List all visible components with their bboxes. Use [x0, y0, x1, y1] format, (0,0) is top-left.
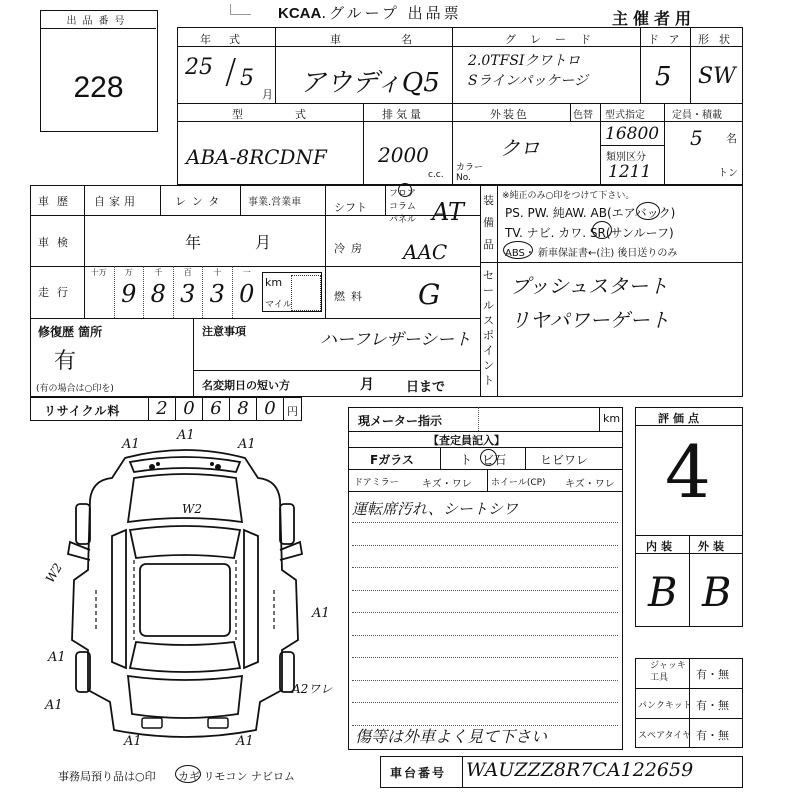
mileage-digit: 3 [209, 280, 225, 308]
door-mirror-label: ドアミラー [354, 478, 399, 488]
key-circle [175, 765, 201, 783]
notes-value: ハーフレザーシート [320, 330, 472, 350]
car-damage-diagram [30, 430, 340, 760]
km-label: km [265, 276, 283, 289]
ab-circle [636, 202, 660, 220]
fglass-label: Fガラス [370, 453, 414, 467]
mileage-digit-label: 千 [154, 268, 163, 277]
mileage-digit-label: 十 [213, 268, 222, 277]
comment-rule [352, 522, 618, 523]
grade-value-line2: Sラインパッケージ [468, 73, 588, 89]
mileage-digit-cell [232, 266, 262, 318]
ton-unit: トン [718, 168, 738, 179]
recycle-digit: 0 [175, 398, 202, 420]
comment-rule [352, 680, 618, 681]
car-name-value: アウディQ5 [300, 68, 440, 98]
score-value: 4 [665, 430, 711, 514]
equipment-line3: ABS・ 新車保証書←(注) 後日送りのみ [505, 248, 678, 259]
mileage-digit: 9 [121, 280, 137, 308]
jack-tools-options: 有・無 [696, 668, 729, 681]
capacity-unit: 名 [726, 132, 737, 145]
lot-number-label: 出品番号 [41, 11, 156, 29]
equipment-line1: PS. PW. 純AW. AB(エアバック) [505, 206, 676, 220]
category-label: 類別区分 [606, 152, 646, 163]
model-label: 型式 [232, 108, 358, 121]
comment-rule [352, 545, 618, 546]
name-change-day: 日まで [406, 380, 446, 395]
jack-tools-label: ジャッキ工具 [650, 661, 686, 683]
glass-item-crack: ヒビワレ [540, 453, 589, 467]
mark-left-mid: A1 [48, 650, 66, 665]
mark-roof: W2 [182, 502, 202, 516]
chassis-number: WAUZZZ8R7CA122659 [466, 759, 694, 781]
header-corner-marks [230, 4, 251, 15]
inspector-comment2: 傷等は外車よく見て下さい [355, 727, 548, 746]
private-use-option: 自家用 [94, 195, 139, 208]
lot-number: 228 [73, 71, 124, 104]
year-slash: / [225, 52, 237, 92]
mileage-digit-label: 一 [242, 268, 251, 277]
equipment-note: ※純正のみ○印をつけて下さい。 [502, 191, 635, 201]
name-change-month: 月 [360, 377, 374, 393]
door-mirror-marks: キズ・ワレ [422, 479, 472, 490]
model-value: ABA-8RCDNF [186, 145, 327, 169]
ac-value: AAC [403, 240, 448, 264]
key-note: カギ リモコン ナビロム [178, 770, 295, 783]
door-value: 5 [655, 62, 672, 92]
meter-label: 現メーター指示 [358, 414, 443, 428]
meter-km-unit: km [603, 412, 621, 425]
type-spec-label: 型式指定 [605, 110, 645, 121]
mark-right-mid: A1 [312, 606, 330, 621]
mileage-digit-label: 百 [183, 268, 192, 277]
capacity-label: 定員・積載 [672, 110, 722, 121]
shift-option-floor: フロア [389, 189, 417, 199]
category-value: 1211 [608, 162, 652, 182]
comment-rule [352, 590, 618, 591]
glass-item-scratch: ト [460, 453, 473, 467]
shift-label: シフト [334, 201, 367, 214]
comment-rule [352, 657, 618, 658]
inspector-comment1: 運転席汚れ、シートシワ [352, 500, 518, 518]
door-label: ドア [648, 33, 690, 46]
ac-label: 冷房 [334, 242, 368, 255]
interior-label: 内装 [646, 540, 676, 553]
sales-point-line1: プッシュスタート [510, 274, 669, 298]
mileage-digit-cell [84, 266, 114, 318]
recycle-digit: 2 [148, 398, 175, 420]
name-change-label: 名変期日の短い方 [202, 379, 290, 392]
mark-left-low: A1 [45, 698, 63, 713]
glass-item-chip: ビ石 [482, 453, 507, 467]
exterior-color-value: クロ [500, 136, 540, 160]
car-name-label: 車名 [330, 33, 472, 46]
mark-left-side: W2 [42, 560, 66, 586]
comment-rule [352, 567, 618, 568]
kcaa-logo: KCAA [278, 5, 322, 22]
repair-history-value: 有 [54, 349, 77, 374]
abs-circle [503, 241, 533, 259]
puncture-kit-label: パンクキット [638, 701, 692, 711]
mileage-digit: 3 [180, 280, 196, 308]
mark-rear-right: A1 [236, 734, 254, 749]
comment-rule [352, 702, 618, 703]
camera-circle [592, 221, 612, 239]
type-spec-value: 16800 [605, 124, 660, 144]
header-title: .グループ 出品票 [321, 4, 462, 22]
wheel-label: ホイール(CP) [491, 478, 546, 488]
mileage-digit-label: 十万 [90, 268, 107, 277]
inspector-section-label: 【査定員記入】 [428, 434, 505, 447]
inspection-month-unit: 月 [255, 233, 272, 252]
month-unit: 月 [262, 88, 273, 101]
fuel-label: 燃料 [334, 290, 368, 303]
exterior-color-label: 外装色 [490, 108, 529, 121]
shape-value: SW [698, 64, 736, 89]
shift-floor-circle [398, 183, 412, 197]
notes-label: 注意事項 [202, 325, 246, 338]
mark-right-low: A2ワレ [292, 682, 333, 696]
mark-rear-left: A1 [124, 734, 142, 749]
color-change-label: 色替 [573, 110, 593, 121]
rental-option: レンタ [175, 195, 226, 208]
year-value: 25 [185, 55, 213, 80]
fuel-value: G [418, 278, 441, 311]
shift-value: AT [432, 198, 465, 226]
exterior-value: B [702, 570, 732, 616]
capacity-value: 5 [690, 126, 703, 150]
host-label: 主催者用 [612, 9, 697, 28]
displacement-label: 排気量 [382, 108, 424, 121]
shift-option-column: コラム [389, 202, 416, 212]
inspection-label: 車検 [38, 236, 76, 249]
year-label: 年式 [200, 33, 258, 46]
recycle-unit: 円 [287, 405, 298, 418]
recycle-label: リサイクル料 [44, 404, 121, 418]
shape-label: 形状 [698, 33, 740, 46]
mileage-digit-cell [143, 266, 173, 318]
score-label: 評価点 [658, 412, 703, 425]
spare-tire-label: スペアタイヤ [638, 731, 692, 741]
mark-front-left: A1 [122, 437, 140, 452]
recycle-digit: 6 [202, 398, 229, 420]
mileage-label: 走行 [38, 286, 76, 299]
recycle-digit: 0 [256, 398, 283, 420]
displacement-value: 2000 [378, 143, 429, 167]
lot-number-box [40, 10, 158, 132]
repair-history-note: (有の場合は○印を) [36, 384, 114, 394]
km-mile-box [262, 272, 322, 312]
comment-rule [352, 612, 618, 613]
spare-tire-options: 有・無 [696, 729, 729, 742]
mileage-digit-cell [202, 266, 232, 318]
office-note: 事務局預り品は○印 [58, 770, 156, 783]
recycle-digit: 8 [229, 398, 256, 420]
inspection-year-unit: 年 [185, 233, 202, 252]
mileage-digit-label: 万 [124, 268, 133, 277]
repair-history-label: 修復歴 箇所 [38, 325, 103, 339]
month-value: 5 [240, 66, 254, 91]
interior-value: B [648, 570, 678, 616]
mileage-digit: 0 [239, 280, 255, 308]
history-label: 車歴 [38, 195, 76, 208]
mileage-digit: 8 [150, 280, 166, 308]
mileage-digit-cell [173, 266, 203, 318]
mile-label: マイル [265, 300, 292, 310]
sales-points-label: セールスポイント [483, 269, 494, 387]
equipment-label: 装備品 [483, 194, 494, 251]
grade-label: グレード [505, 33, 605, 46]
sales-point-line2: リヤパワーゲート [510, 308, 670, 332]
chassis-label: 車台番号 [390, 766, 447, 780]
shift-option-panel: パネル [389, 215, 417, 225]
comment-rule [352, 635, 618, 636]
business-option: 事業.営業車 [248, 197, 302, 208]
mileage-digit-cell [114, 266, 144, 318]
mark-front-top: A1 [177, 428, 195, 443]
exterior-label: 外装 [698, 540, 728, 553]
color-no-label: カラーNo. [456, 163, 484, 183]
cc-unit: c.c. [428, 170, 444, 180]
wheel-marks: キズ・ワレ [565, 479, 615, 490]
chip-circle [480, 449, 497, 466]
equipment-line2: TV. ナビ. カワ. SR(サンルーフ) [505, 226, 674, 240]
grade-value-line1: 2.0TFSIクワトロ [468, 53, 581, 69]
puncture-kit-options: 有・無 [696, 699, 729, 712]
header-title-row [278, 2, 462, 23]
mark-front-right: A1 [238, 437, 256, 452]
